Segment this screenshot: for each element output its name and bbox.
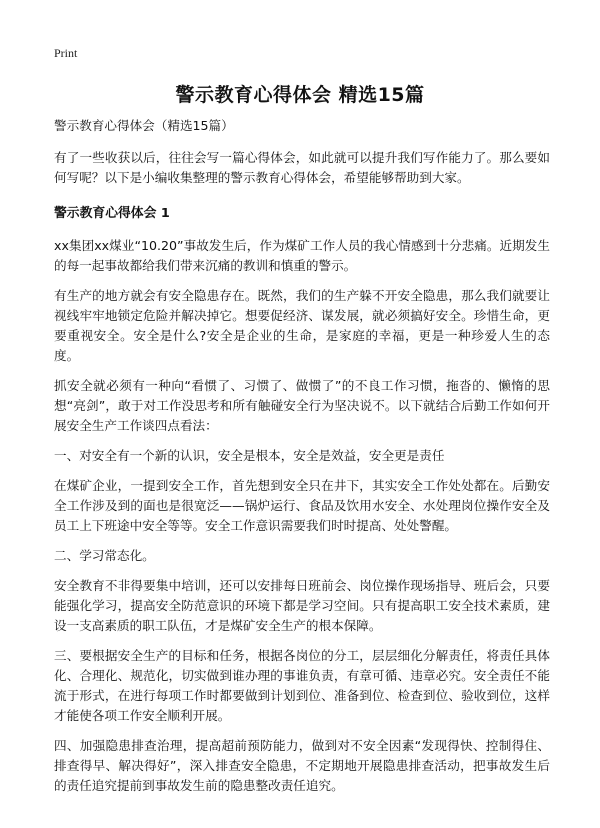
body-paragraph: 在煤矿企业，一提到安全工作，首先想到安全只在井下，其实安全工作处处都在。后勤安全工作涉及到的面也是很宽泛——锅炉运行、食品及饮用水安全、水处理岗位操作安全及员工上下班途中安全等等。安全工作意识需要我们时时提高、处处警醒。 [54, 478, 550, 533]
body-paragraph: 安全教育不非得要集中培训，还可以安排每日班前会、岗位操作现场指导、班后会，只要能强化学习，提高安全防范意识的环境下都是学习空间。只有提高职工安全技术素质，建设一支高素质的职工队伍，才是煤矿安全生产的根本保障。 [54, 578, 550, 633]
body-paragraph: xx集团xx煤业“10.20”事故发生后，作为煤矿工作人员的我心情感到十分悲痛。近期发生的每一起事故都给我们带来沉痛的教训和慎重的警示。 [54, 238, 550, 273]
print-link[interactable]: Print [54, 46, 78, 60]
point-heading: 二、学习常态化。 [54, 548, 155, 563]
document-body [54, 116, 550, 806]
point-heading: 一、对安全有一个新的认识，安全是根本，安全是效益，安全更是责任 [54, 448, 445, 463]
intro-paragraph: 有了一些收获以后，往往会写一篇心得体会，如此就可以提升我们写作能力了。那么要如何写呢？以下是小编收集整理的警示教育心得体会，希望能够帮助到大家。 [54, 150, 550, 185]
body-paragraph: 三、要根据安全生产的目标和任务，根据各岗位的分工，层层细化分解责任，将责任具体化、合理化、规范化，切实做到谁办理的事谁负责，有章可循、违章必究。安全责任不能流于形式，在进行每项工作时都要做到计划到位、准备到位、检查到位、验收到位，这样才能使各项工作安全顺利开展。 [54, 648, 550, 723]
body-paragraph: 有生产的地方就会有安全隐患存在。既然，我们的生产躲不开安全隐患，那么我们就要让视线牢牢地锁定危险并解决掉它。想要促经济、谋发展，就必须搞好安全。珍惜生命，更要重视安全。安全是什么?安全是企业的生命，是家庭的幸福，更是一种珍爱人生的态度。 [54, 288, 550, 363]
section-heading: 警示教育心得体会 1 [54, 206, 170, 221]
document-title: 警示教育心得体会 精选15篇 [175, 84, 425, 106]
document-subtitle: 警示教育心得体会（精选15篇） [54, 118, 234, 133]
body-paragraph: 抓安全就必须有一种向“看惯了、习惯了、做惯了”的不良工作习惯，拖沓的、懒惰的思想“亮剑”，敢于对工作没思考和所有触碰安全行为坚决说不。以下就结合后勤工作如何开展安全生产工作谈四点看法： [54, 378, 550, 433]
body-paragraph: 四、加强隐患排查治理，提高超前预防能力，做到对不安全因素“发现得快、控制得住、排查得早、解决得好”，深入排查安全隐患，不定期地开展隐患排查活动，把事故发生后的责任追究提前到事故发生前的隐患整改责任追究。 [54, 738, 550, 793]
